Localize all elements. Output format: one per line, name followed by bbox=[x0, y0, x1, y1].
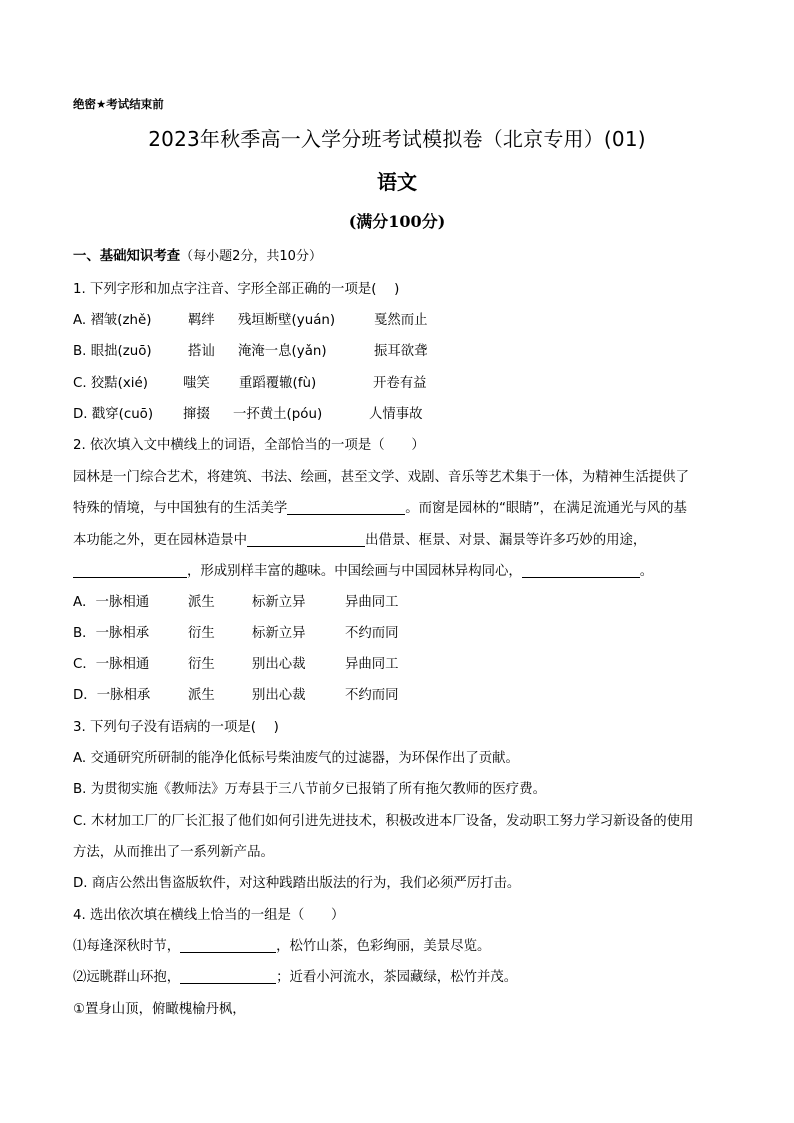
answer-blank[interactable] bbox=[287, 500, 405, 515]
q3-option-c-continued: 方法，从而推出了一系列新产品。 bbox=[73, 845, 274, 860]
q1-option-cell: 戛然而止 bbox=[374, 313, 428, 328]
q1-option-cell: B. 眼拙(zuō) bbox=[73, 344, 152, 359]
q2-text: 特殊的情境，与中国独有的生活美学 bbox=[73, 501, 288, 516]
q2-paragraph-line bbox=[73, 560, 653, 579]
q1-option-cell: 人情事故 bbox=[369, 407, 423, 422]
q4-choice-1: ①置身山顶，俯瞰槐榆丹枫， bbox=[73, 1002, 246, 1017]
q2-option-cell: C．一脉相通 bbox=[73, 657, 150, 672]
q3-option-c: C. 木材加工厂的厂长汇报了他们如何引进先进技术，积极改进本厂设备，发动职工努力学习新设备的使用 bbox=[73, 814, 694, 829]
q2-option-cell: 衍生 bbox=[188, 657, 215, 672]
q2-option-a bbox=[73, 591, 399, 610]
q2-text: 出借景、框景、对景、漏景等许多巧妙的用途， bbox=[365, 533, 647, 548]
q2-option-cell: 标新立异 bbox=[252, 626, 306, 641]
q1-option-cell: 搭讪 bbox=[188, 344, 215, 359]
q2-text: ，形成别样丰富的趣味。中国绘画与中国园林异构同心， bbox=[187, 564, 522, 579]
q4-text: ；近看小河流水，茶园藏绿，松竹并茂。 bbox=[276, 970, 518, 985]
answer-blank[interactable] bbox=[247, 532, 365, 547]
q4-stem: 4. 选出依次填在横线上恰当的一组是（ ） bbox=[73, 908, 345, 923]
q1-option-a bbox=[73, 309, 428, 328]
q2-option-cell: B．一脉相承 bbox=[73, 626, 150, 641]
q3-option-b: B. 为贯彻实施《教师法》万寿县于三八节前夕已报销了所有拖欠教师的医疗费。 bbox=[73, 782, 546, 797]
q4-text: ⑴每逢深秋时节， bbox=[73, 939, 181, 954]
q2-paragraph-line bbox=[73, 497, 687, 516]
q1-option-cell: 重蹈覆辙(fù) bbox=[239, 376, 317, 391]
q2-option-cell: 别出心裁 bbox=[252, 688, 306, 703]
q2-paragraph-line bbox=[73, 529, 646, 548]
q2-option-c bbox=[73, 653, 399, 672]
q4-text: ⑵远眺群山环抱， bbox=[73, 970, 181, 985]
q2-text: 。 bbox=[639, 564, 654, 579]
q1-option-cell: C. 狡黠(xié) bbox=[73, 376, 148, 391]
answer-blank[interactable] bbox=[522, 563, 640, 578]
exam-title: 2023年秋季高一入学分班考试模拟卷（北京专用）(01) bbox=[148, 127, 646, 151]
q1-option-cell: 嗤笑 bbox=[183, 376, 210, 391]
q1-option-cell: 淹淹一息(yǎn) bbox=[238, 344, 327, 359]
section-heading-text: 一、基础知识考查 bbox=[73, 249, 181, 264]
q2-option-cell: 不约而同 bbox=[345, 688, 399, 703]
q1-option-cell: 开卷有益 bbox=[373, 376, 427, 391]
q2-text: 本功能之外，更在园林造景中 bbox=[73, 533, 248, 548]
q4-text: ，松竹山茶，色彩绚丽，美景尽览。 bbox=[276, 939, 491, 954]
q2-option-cell: 不约而同 bbox=[345, 626, 399, 641]
subject-title: 语文 bbox=[377, 170, 417, 194]
q2-text: 。而窗是园林的“眼睛”，在满足流通光与风的基 bbox=[405, 501, 687, 516]
q2-option-cell: 异曲同工 bbox=[345, 657, 399, 672]
q2-option-cell: A．一脉相通 bbox=[73, 595, 150, 610]
answer-blank[interactable] bbox=[180, 938, 276, 953]
q3-option-d: D. 商店公然出售盗版软件，对这种践踏出版法的行为，我们必须严厉打击。 bbox=[73, 876, 521, 891]
q1-option-cell: 一抔黄土(póu) bbox=[233, 407, 323, 422]
q3-stem: 3. 下列句子没有语病的一项是( ) bbox=[73, 720, 279, 735]
q2-paragraph-line: 园林是一门综合艺术，将建筑、书法、绘画，甚至文学、戏剧、音乐等艺术集于一体，为精神生活提供了 bbox=[73, 470, 689, 485]
total-score: (满分100分) bbox=[348, 212, 446, 231]
q2-option-cell: D．一脉相承 bbox=[73, 688, 151, 703]
q1-option-cell: 残垣断壁(yuán) bbox=[238, 313, 336, 328]
answer-blank[interactable] bbox=[180, 969, 276, 984]
q3-option-a: A. 交通研究所研制的能净化低标号柴油废气的过滤器，为环保作出了贡献。 bbox=[73, 751, 519, 766]
section-heading-note: （每小题2分，共10分） bbox=[180, 249, 322, 264]
q1-option-cell: 撺掇 bbox=[183, 407, 210, 422]
q4-sentence-2 bbox=[73, 966, 517, 985]
q2-option-cell: 标新立异 bbox=[252, 595, 306, 610]
q2-option-cell: 派生 bbox=[188, 688, 215, 703]
q1-option-d bbox=[73, 403, 423, 422]
q1-stem: 1. 下列字形和加点字注音、字形全部正确的一项是( ) bbox=[73, 282, 400, 297]
q2-option-cell: 别出心裁 bbox=[252, 657, 306, 672]
q2-option-cell: 衍生 bbox=[188, 626, 215, 641]
q1-option-cell: 振耳欲聋 bbox=[374, 344, 428, 359]
answer-blank[interactable] bbox=[73, 563, 187, 578]
q1-option-b bbox=[73, 340, 428, 359]
q4-sentence-1 bbox=[73, 935, 490, 954]
q1-option-cell: D. 戳穿(cuō) bbox=[73, 407, 154, 422]
q2-stem: 2. 依次填入文中横线上的词语，全部恰当的一项是（ ） bbox=[73, 438, 425, 453]
q1-option-cell: A. 褶皱(zhě) bbox=[73, 313, 152, 328]
q1-option-cell: 羁绊 bbox=[188, 313, 215, 328]
q1-option-c bbox=[73, 372, 427, 391]
q2-option-cell: 异曲同工 bbox=[345, 595, 399, 610]
secret-label: 绝密★考试结束前 bbox=[73, 97, 164, 111]
q2-option-d bbox=[73, 684, 399, 703]
q2-option-b bbox=[73, 622, 399, 641]
q2-option-cell: 派生 bbox=[188, 595, 215, 610]
section-heading bbox=[73, 245, 322, 264]
